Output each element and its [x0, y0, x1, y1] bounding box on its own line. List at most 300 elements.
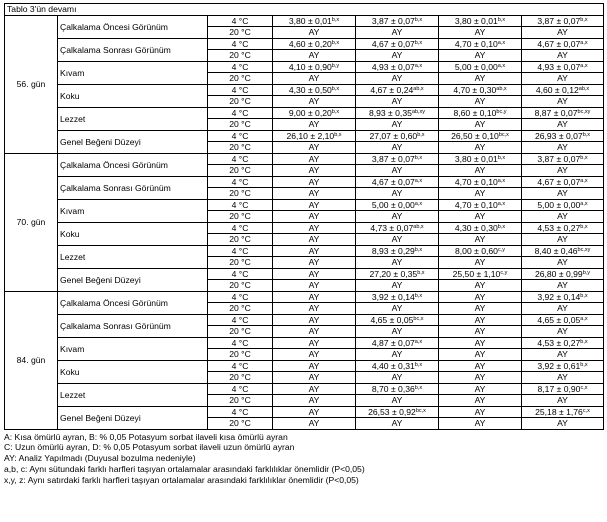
value-text: 8,93 ± 0,29	[371, 245, 415, 256]
value-cell	[356, 38, 439, 50]
value-text: 3,87 ± 0,07	[537, 153, 581, 164]
value-cell	[439, 337, 522, 349]
value-text: 4,67 ± 0,07	[537, 176, 581, 187]
value-text: AY	[308, 349, 320, 360]
significance-letters: b,x	[331, 16, 340, 23]
temperature-cell: 4 °C	[208, 199, 273, 211]
value-cell	[522, 50, 604, 62]
value-cell	[522, 326, 604, 338]
value-text: AY	[474, 360, 486, 371]
value-text: AY	[308, 372, 320, 383]
value-text: AY	[557, 349, 568, 360]
table-row	[5, 176, 604, 188]
value-cell	[439, 222, 522, 234]
value-text: AY	[557, 326, 568, 337]
value-text: 25,18 ± 1,76	[535, 406, 583, 417]
value-text: 3,80 ± 0,01	[454, 153, 498, 164]
significance-letters: a,x	[580, 315, 588, 322]
value-cell	[273, 96, 356, 108]
value-cell	[439, 199, 522, 211]
significance-letters: b,x	[580, 361, 588, 368]
value-cell	[273, 27, 356, 39]
value-cell	[522, 395, 604, 407]
value-text: 3,87 ± 0,07	[371, 15, 415, 26]
value-cell	[273, 84, 356, 96]
value-cell	[522, 107, 604, 119]
value-cell	[273, 222, 356, 234]
value-cell	[522, 211, 604, 223]
criterion-cell: Çalkalama Öncesi Görünüm	[58, 15, 208, 38]
value-cell	[439, 291, 522, 303]
table-caption: Tablo 3'ün devamı	[5, 4, 604, 16]
value-text: AY	[391, 73, 403, 84]
value-text: 5,00 ± 0,00	[371, 199, 415, 210]
value-cell	[522, 153, 604, 165]
value-cell	[522, 188, 604, 200]
value-cell	[522, 268, 604, 280]
value-cell	[356, 303, 439, 315]
value-text: AY	[557, 119, 568, 130]
value-text: 4,60 ± 0,20	[288, 38, 332, 49]
value-cell	[356, 372, 439, 384]
value-text: 4,65 ± 0,05	[537, 314, 581, 325]
value-text: AY	[308, 27, 320, 38]
significance-letters: b,x	[414, 39, 423, 46]
value-text: 8,93 ± 0,35	[368, 107, 412, 118]
value-text: 3,87 ± 0,07	[537, 15, 581, 26]
value-cell	[273, 15, 356, 27]
value-text: 26,53 ± 0,92	[368, 406, 416, 417]
value-cell	[356, 142, 439, 154]
value-text: 3,80 ± 0,01	[454, 15, 498, 26]
value-cell	[273, 326, 356, 338]
value-cell	[522, 119, 604, 131]
temperature-cell: 4 °C	[208, 222, 273, 234]
value-text: AY	[474, 50, 486, 61]
criterion-cell: Çalkalama Öncesi Görünüm	[58, 291, 208, 314]
value-cell	[439, 176, 522, 188]
temperature-cell: 4 °C	[208, 245, 273, 257]
value-cell	[356, 360, 439, 372]
value-text: AY	[474, 291, 486, 302]
table-row	[5, 314, 604, 326]
value-cell	[273, 337, 356, 349]
significance-letters: c,y	[500, 269, 508, 276]
value-cell	[356, 96, 439, 108]
value-text: AY	[474, 406, 486, 417]
table-row	[5, 222, 604, 234]
significance-letters: a,x	[497, 39, 506, 46]
temperature-cell: 4 °C	[208, 360, 273, 372]
criterion-cell: Lezzet	[58, 383, 208, 406]
temperature-cell: 20 °C	[208, 96, 273, 108]
value-cell	[522, 38, 604, 50]
value-text: AY	[557, 27, 568, 38]
value-cell	[356, 15, 439, 27]
value-text: 4,70 ± 0,30	[453, 84, 497, 95]
value-text: AY	[474, 96, 486, 107]
value-cell	[273, 211, 356, 223]
value-text: AY	[474, 337, 486, 348]
value-cell	[439, 268, 522, 280]
value-cell	[439, 96, 522, 108]
value-text: 4,73 ± 0,07	[370, 222, 414, 233]
value-text: AY	[391, 234, 403, 245]
value-text: AY	[474, 27, 486, 38]
value-text: 3,92 ± 0,14	[537, 291, 581, 302]
value-text: 3,80 ± 0,01	[288, 15, 332, 26]
significance-letters: a,x	[414, 338, 423, 345]
value-cell	[273, 130, 356, 142]
value-text: AY	[308, 326, 320, 337]
value-cell	[439, 418, 522, 430]
value-text: AY	[391, 142, 403, 153]
value-text: 4,67 ± 0,07	[371, 38, 415, 49]
temperature-cell: 20 °C	[208, 142, 273, 154]
significance-letters: b,x	[331, 39, 340, 46]
temperature-cell: 4 °C	[208, 153, 273, 165]
value-text: AY	[557, 188, 568, 199]
value-cell	[356, 234, 439, 246]
table-row	[5, 15, 604, 27]
table-row	[5, 337, 604, 349]
significance-letters: b,x	[417, 131, 425, 138]
note-line: x,y, z: Aynı satırdaki farklı harfleri taşıyan ortalamalar arasındaki farklılıklar önemlidir (P<0,05)	[4, 474, 359, 485]
value-text: AY	[308, 142, 320, 153]
significance-letters: b,x	[497, 223, 506, 230]
criterion-cell: Genel Beğeni Düzeyi	[58, 406, 208, 429]
value-cell	[356, 280, 439, 292]
caption-row	[5, 4, 604, 16]
significance-letters: b,x	[497, 154, 506, 161]
value-text: 8,70 ± 0,36	[371, 383, 415, 394]
criterion-cell: Genel Beğeni Düzeyi	[58, 130, 208, 153]
value-text: AY	[557, 234, 568, 245]
significance-letters: a,x	[497, 62, 506, 69]
value-text: AY	[391, 280, 403, 291]
table-row	[5, 84, 604, 96]
value-text: 26,80 ± 0,99	[534, 268, 583, 279]
table-row	[5, 268, 604, 280]
value-cell	[439, 188, 522, 200]
significance-letters: b,x	[580, 16, 588, 23]
temperature-cell: 20 °C	[208, 303, 273, 315]
value-text: AY	[391, 211, 403, 222]
temperature-cell: 20 °C	[208, 395, 273, 407]
temperature-cell: 20 °C	[208, 211, 273, 223]
value-cell	[273, 383, 356, 395]
value-cell	[439, 61, 522, 73]
value-text: AY	[308, 176, 320, 187]
value-cell	[356, 119, 439, 131]
value-cell	[356, 349, 439, 361]
value-cell	[273, 291, 356, 303]
value-text: AY	[391, 395, 403, 406]
temperature-cell: 20 °C	[208, 372, 273, 384]
value-text: AY	[308, 73, 320, 84]
value-cell	[273, 73, 356, 85]
table-row	[5, 406, 604, 418]
criterion-cell: Lezzet	[58, 245, 208, 268]
table-row	[5, 291, 604, 303]
value-text: 4,67 ± 0,07	[537, 38, 581, 49]
significance-letters: b,x	[414, 292, 423, 299]
value-cell	[356, 165, 439, 177]
significance-letters: a,x	[497, 177, 506, 184]
value-cell	[439, 119, 522, 131]
value-cell	[439, 211, 522, 223]
value-cell	[522, 245, 604, 257]
value-text: AY	[308, 303, 320, 314]
value-text: AY	[308, 96, 320, 107]
value-cell	[522, 418, 604, 430]
temperature-cell: 4 °C	[208, 314, 273, 326]
value-cell	[522, 142, 604, 154]
value-text: 4,87 ± 0,07	[371, 337, 415, 348]
value-text: AY	[308, 199, 320, 210]
value-cell	[273, 38, 356, 50]
significance-letters: c,x	[582, 407, 590, 414]
value-text: AY	[474, 326, 486, 337]
significance-letters: b,x	[414, 154, 423, 161]
significance-letters: bc,xy	[577, 108, 591, 115]
value-cell	[522, 222, 604, 234]
value-text: 4,70 ± 0,10	[454, 38, 498, 49]
value-cell	[439, 314, 522, 326]
document	[4, 3, 603, 485]
value-cell	[356, 245, 439, 257]
value-text: 3,87 ± 0,07	[371, 153, 415, 164]
significance-letters: b,y	[331, 62, 340, 69]
significance-letters: a,x	[580, 200, 588, 207]
value-text: 4,60 ± 0,12	[535, 84, 579, 95]
value-cell	[356, 291, 439, 303]
value-cell	[522, 280, 604, 292]
value-cell	[273, 372, 356, 384]
significance-letters: a,x	[414, 200, 423, 207]
significance-letters: a,x	[414, 62, 423, 69]
temperature-cell: 4 °C	[208, 61, 273, 73]
value-cell	[356, 84, 439, 96]
value-cell	[439, 27, 522, 39]
value-cell	[439, 73, 522, 85]
value-cell	[356, 395, 439, 407]
value-cell	[522, 176, 604, 188]
criterion-cell: Kıvam	[58, 199, 208, 222]
value-text: AY	[474, 188, 486, 199]
value-cell	[273, 303, 356, 315]
value-text: 4,93 ± 0,07	[371, 61, 415, 72]
value-cell	[522, 360, 604, 372]
criterion-cell: Kıvam	[58, 337, 208, 360]
significance-letters: a,x	[580, 62, 588, 69]
value-cell	[439, 153, 522, 165]
value-text: AY	[474, 349, 486, 360]
value-cell	[439, 406, 522, 418]
value-cell	[273, 199, 356, 211]
value-text: 26,50 ± 0,10	[451, 130, 499, 141]
value-text: 4,67 ± 0,24	[370, 84, 414, 95]
temperature-cell: 4 °C	[208, 176, 273, 188]
value-text: 26,10 ± 2,10	[286, 130, 335, 141]
value-text: 4,93 ± 0,07	[537, 61, 581, 72]
value-text: 5,00 ± 0,00	[454, 61, 498, 72]
value-cell	[273, 314, 356, 326]
day-cell: 70. gün	[5, 153, 58, 291]
significance-letters: b,x	[331, 108, 340, 115]
value-cell	[273, 245, 356, 257]
value-text: AY	[474, 395, 486, 406]
note-line: AY: Analiz Yapılmadı (Duyusal bozulma nedeniyle)	[4, 453, 196, 464]
value-text: AY	[557, 165, 568, 176]
value-cell	[273, 268, 356, 280]
value-cell	[273, 142, 356, 154]
value-cell	[522, 84, 604, 96]
value-text: 4,53 ± 0,27	[537, 222, 581, 233]
value-text: AY	[474, 372, 486, 383]
value-text: AY	[308, 337, 320, 348]
value-text: AY	[557, 372, 568, 383]
value-cell	[439, 349, 522, 361]
value-text: 8,60 ± 0,10	[453, 107, 497, 118]
table-row	[5, 360, 604, 372]
value-cell	[273, 153, 356, 165]
value-cell	[439, 360, 522, 372]
significance-letters: b,x	[414, 384, 423, 391]
note-line: C: Uzun ömürlü ayran, D: % 0,05 Potasyum sorbat ilaveli uzun ömürlü ayran	[4, 442, 295, 453]
value-cell	[356, 406, 439, 418]
value-text: 4,70 ± 0,10	[454, 199, 498, 210]
table-row	[5, 245, 604, 257]
significance-letters: a,x	[414, 177, 423, 184]
temperature-cell: 20 °C	[208, 234, 273, 246]
significance-letters: ab,xy	[411, 108, 426, 115]
note-line: A: Kısa ömürlü ayran, B: % 0,05 Potasyum sorbat ilaveli kısa ömürlü ayran	[4, 431, 288, 442]
value-text: AY	[308, 119, 320, 130]
value-text: AY	[557, 280, 568, 291]
value-text: 4,53 ± 0,27	[537, 337, 581, 348]
value-cell	[522, 130, 604, 142]
value-text: AY	[557, 257, 568, 268]
criterion-cell: Çalkalama Sonrası Görünüm	[58, 176, 208, 199]
value-cell	[273, 234, 356, 246]
value-text: AY	[308, 234, 320, 245]
value-cell	[439, 245, 522, 257]
value-text: AY	[391, 96, 403, 107]
value-cell	[356, 268, 439, 280]
value-text: AY	[308, 314, 320, 325]
value-cell	[356, 326, 439, 338]
temperature-cell: 20 °C	[208, 257, 273, 269]
table-notes	[4, 432, 603, 486]
criterion-cell: Lezzet	[58, 107, 208, 130]
value-text: AY	[557, 142, 568, 153]
temperature-cell: 20 °C	[208, 27, 273, 39]
value-cell	[439, 165, 522, 177]
value-text: 8,17 ± 0,90	[537, 383, 581, 394]
results-table	[4, 3, 604, 430]
value-cell	[356, 222, 439, 234]
value-text: AY	[557, 96, 568, 107]
significance-letters: b,x	[331, 85, 340, 92]
value-text: 4,67 ± 0,07	[371, 176, 415, 187]
value-cell	[522, 234, 604, 246]
temperature-cell: 4 °C	[208, 406, 273, 418]
value-text: AY	[308, 245, 320, 256]
value-text: 8,87 ± 0,07	[534, 107, 578, 118]
temperature-cell: 4 °C	[208, 84, 273, 96]
temperature-cell: 4 °C	[208, 337, 273, 349]
significance-letters: b,x	[580, 292, 588, 299]
significance-letters: ab,x	[413, 85, 424, 92]
value-text: 25,50 ± 1,10	[452, 268, 501, 279]
table-row	[5, 61, 604, 73]
table-row	[5, 107, 604, 119]
value-cell	[439, 372, 522, 384]
value-cell	[439, 395, 522, 407]
significance-letters: b,x	[582, 131, 591, 138]
value-cell	[356, 153, 439, 165]
value-cell	[273, 280, 356, 292]
significance-letters: ab,x	[578, 85, 590, 92]
value-text: AY	[308, 406, 320, 417]
value-text: AY	[391, 372, 403, 383]
value-cell	[273, 176, 356, 188]
significance-letters: bc,x	[413, 315, 424, 322]
value-cell	[522, 257, 604, 269]
value-cell	[356, 107, 439, 119]
significance-letters: ab,x	[496, 85, 507, 92]
significance-letters: bc,x	[498, 131, 509, 138]
value-text: AY	[391, 188, 403, 199]
value-cell	[356, 188, 439, 200]
criterion-cell: Kıvam	[58, 61, 208, 84]
temperature-cell: 20 °C	[208, 349, 273, 361]
value-text: AY	[391, 418, 403, 429]
value-text: AY	[308, 50, 320, 61]
value-text: AY	[474, 303, 486, 314]
value-cell	[439, 257, 522, 269]
significance-letters: a,x	[497, 200, 506, 207]
significance-letters: a,x	[580, 39, 588, 46]
value-text: AY	[557, 73, 568, 84]
value-cell	[439, 84, 522, 96]
value-cell	[356, 418, 439, 430]
value-text: 4,30 ± 0,30	[454, 222, 498, 233]
value-text: AY	[391, 119, 403, 130]
value-text: AY	[474, 280, 486, 291]
value-cell	[273, 50, 356, 62]
value-cell	[356, 211, 439, 223]
temperature-cell: 4 °C	[208, 130, 273, 142]
criterion-cell: Çalkalama Sonrası Görünüm	[58, 314, 208, 337]
value-text: 4,70 ± 0,10	[454, 176, 498, 187]
value-cell	[273, 188, 356, 200]
value-text: AY	[308, 291, 320, 302]
value-cell	[522, 349, 604, 361]
value-text: AY	[308, 211, 320, 222]
temperature-cell: 4 °C	[208, 15, 273, 27]
value-text: AY	[557, 418, 568, 429]
value-cell	[522, 291, 604, 303]
value-text: 3,92 ± 0,14	[371, 291, 415, 302]
value-text: AY	[308, 153, 320, 164]
value-cell	[356, 73, 439, 85]
value-cell	[273, 107, 356, 119]
value-cell	[522, 27, 604, 39]
value-cell	[522, 96, 604, 108]
criterion-cell: Genel Beğeni Düzeyi	[58, 268, 208, 291]
